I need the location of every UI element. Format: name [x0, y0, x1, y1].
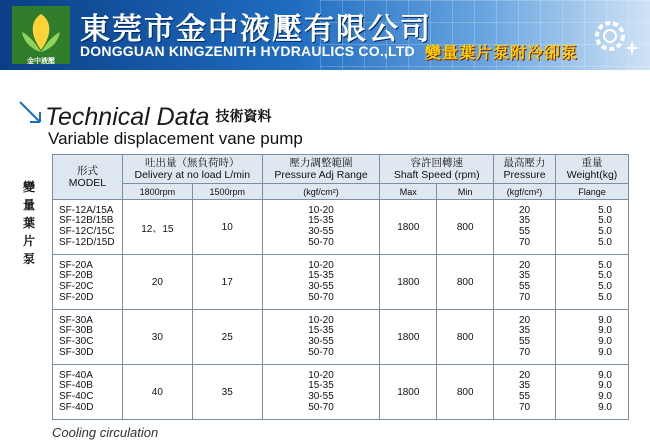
section-subtitle: Variable displacement vane pump	[48, 129, 303, 148]
table-row	[53, 310, 629, 365]
max-pressure-cell	[494, 200, 556, 255]
pressure-range: 50-70	[308, 346, 334, 358]
max-pressure: 35	[518, 215, 531, 227]
subheader-flange: Flange	[556, 184, 629, 200]
pressure-range: 30-55	[308, 281, 334, 292]
header-max-pressure-en: Pressure	[503, 169, 546, 181]
max-pressure: 20	[518, 259, 531, 271]
header-pressure-adj-en: Pressure Adj Range	[274, 169, 368, 181]
header-max-pressure	[494, 155, 556, 184]
model-name: SF-30C	[59, 336, 94, 347]
model-name: SF-40B	[59, 380, 93, 392]
header-shaft-speed-en: Shaft Speed (rpm)	[393, 169, 480, 181]
pressure-range: 15-35	[308, 215, 334, 227]
weight-value: 5.0	[598, 226, 612, 237]
delivery-1500-cell: 17	[192, 255, 262, 310]
header-delivery	[122, 155, 262, 184]
pressure-range-cell	[262, 365, 380, 420]
subheader-pressure-unit-2: (kgf/cm²)	[494, 184, 556, 200]
side-char: 泵	[22, 252, 35, 266]
model-name: SF-40A	[59, 369, 93, 381]
pressure-range: 10-20	[308, 314, 334, 326]
delivery-1500-cell: 35	[192, 365, 262, 420]
side-char: 葉	[22, 216, 35, 230]
weight-value: 5.0	[598, 270, 612, 282]
max-pressure: 20	[518, 314, 531, 326]
model-name: SF-40C	[59, 391, 94, 402]
header-shaft-speed	[380, 155, 494, 184]
max-pressure: 35	[518, 380, 531, 392]
subheader-1800rpm: 1800rpm	[122, 184, 192, 200]
header-weight-cn: 重量	[581, 157, 603, 169]
delivery-1800-cell: 20	[122, 255, 192, 310]
header-model-en: MODEL	[68, 177, 107, 189]
table-row	[53, 200, 629, 255]
max-pressure: 55	[518, 281, 531, 292]
table-row	[53, 255, 629, 310]
weight-value: 5.0	[598, 204, 612, 216]
header-weight-en: Weight(kg)	[566, 169, 618, 181]
weight-value: 5.0	[598, 259, 612, 271]
pressure-range: 10-20	[308, 369, 334, 381]
max-pressure: 70	[518, 401, 531, 413]
speed-min-cell: 800	[437, 310, 494, 365]
section-title	[45, 103, 271, 132]
model-name: SF-30D	[59, 346, 94, 358]
header-pressure-adj-cn: 壓力調整範圍	[289, 157, 353, 169]
header-weight	[556, 155, 629, 184]
sparkle-icon	[624, 40, 640, 56]
speed-max-cell: 1800	[380, 200, 437, 255]
model-name: SF-40D	[59, 401, 94, 413]
weight-value: 5.0	[598, 291, 612, 303]
pressure-range-cell	[262, 255, 380, 310]
pressure-range: 30-55	[308, 336, 334, 347]
pressure-range: 10-20	[308, 204, 334, 216]
max-pressure: 55	[518, 336, 531, 347]
subheader-pressure-unit: (kgf/cm²)	[262, 184, 380, 200]
pressure-range: 50-70	[308, 401, 334, 413]
weight-cell	[556, 255, 629, 310]
speed-max-cell: 1800	[380, 255, 437, 310]
model-name: SF-12A/15A	[59, 204, 114, 216]
model-name: SF-20B	[59, 270, 93, 282]
model-name: SF-12B/15B	[59, 215, 114, 227]
weight-value: 9.0	[598, 314, 612, 326]
delivery-1800-cell: 40	[122, 365, 192, 420]
weight-value: 9.0	[598, 391, 612, 402]
pressure-range: 50-70	[308, 236, 334, 248]
model-name: SF-30A	[59, 314, 93, 326]
max-pressure: 20	[518, 204, 531, 216]
speed-min-cell: 800	[437, 200, 494, 255]
pressure-range: 15-35	[308, 380, 334, 392]
company-name-cn: 東莞市金中液壓有限公司	[80, 12, 432, 47]
model-name: SF-12C/15C	[59, 226, 115, 237]
spec-table	[52, 154, 629, 420]
model-name: SF-20A	[59, 259, 93, 271]
model-name: SF-30B	[59, 325, 93, 337]
header-max-pressure-cn: 最高壓力	[503, 157, 546, 169]
pressure-range: 15-35	[308, 325, 334, 337]
company-name-en: DONGGUAN KINGZENITH HYDRAULICS CO.,LTD	[80, 43, 415, 59]
max-pressure: 70	[518, 291, 531, 303]
model-cell	[53, 365, 123, 420]
model-cell	[53, 310, 123, 365]
pressure-range: 15-35	[308, 270, 334, 282]
speed-min-cell: 800	[437, 365, 494, 420]
title-en: Technical Data	[45, 103, 210, 131]
header-delivery-en: Delivery at no load L/min	[134, 169, 251, 181]
model-name: SF-20D	[59, 291, 94, 303]
max-pressure: 35	[518, 270, 531, 282]
subheader-min: Min	[437, 184, 494, 200]
weight-value: 5.0	[598, 236, 612, 248]
subheader-max: Max	[380, 184, 437, 200]
side-char: 片	[22, 234, 35, 248]
weight-value: 9.0	[598, 336, 612, 347]
header-pressure-adj	[262, 155, 380, 184]
product-slogan: 變量葉片泵附冷卻泵	[424, 45, 578, 62]
header-banner	[0, 0, 650, 70]
side-char: 量	[22, 198, 35, 212]
weight-value: 9.0	[598, 325, 612, 337]
logo-text: 金中液壓	[27, 58, 55, 65]
section-arrow-icon	[16, 100, 46, 126]
weight-value: 9.0	[598, 369, 612, 381]
pressure-range-cell	[262, 200, 380, 255]
max-pressure: 55	[518, 391, 531, 402]
weight-value: 5.0	[598, 215, 612, 227]
weight-cell	[556, 365, 629, 420]
pressure-range-cell	[262, 310, 380, 365]
model-name: SF-20C	[59, 281, 94, 292]
header-model	[53, 155, 123, 200]
max-pressure: 70	[518, 346, 531, 358]
side-label	[20, 178, 38, 268]
max-pressure: 20	[518, 369, 531, 381]
side-char: 變	[22, 180, 35, 194]
max-pressure: 55	[518, 226, 531, 237]
weight-cell	[556, 310, 629, 365]
model-cell	[53, 200, 123, 255]
weight-value: 9.0	[598, 380, 612, 392]
max-pressure: 35	[518, 325, 531, 337]
header-shaft-speed-cn: 容許回轉速	[410, 157, 463, 169]
weight-value: 5.0	[598, 281, 612, 292]
header-delivery-cn: 吐出量（無負荷時）	[145, 157, 240, 169]
speed-min-cell: 800	[437, 255, 494, 310]
pressure-range: 30-55	[308, 391, 334, 402]
weight-cell	[556, 200, 629, 255]
delivery-1500-cell: 10	[192, 200, 262, 255]
delivery-1800-cell: 12、15	[122, 200, 192, 255]
next-section-heading: Cooling circulation	[52, 425, 159, 440]
table-row	[53, 365, 629, 420]
speed-max-cell: 1800	[380, 310, 437, 365]
pressure-range: 30-55	[308, 226, 334, 237]
model-cell	[53, 255, 123, 310]
weight-value: 9.0	[598, 346, 612, 358]
header-model-cn: 形式	[76, 165, 98, 177]
speed-max-cell: 1800	[380, 365, 437, 420]
delivery-1500-cell: 25	[192, 310, 262, 365]
title-cn: 技術資料	[215, 108, 272, 124]
subheader-1500rpm: 1500rpm	[192, 184, 262, 200]
weight-value: 9.0	[598, 401, 612, 413]
max-pressure-cell	[494, 365, 556, 420]
pressure-range: 10-20	[308, 259, 334, 271]
max-pressure-cell	[494, 255, 556, 310]
max-pressure: 70	[518, 236, 531, 248]
max-pressure-cell	[494, 310, 556, 365]
pressure-range: 50-70	[308, 291, 334, 303]
model-name: SF-12D/15D	[59, 236, 115, 248]
delivery-1800-cell: 30	[122, 310, 192, 365]
